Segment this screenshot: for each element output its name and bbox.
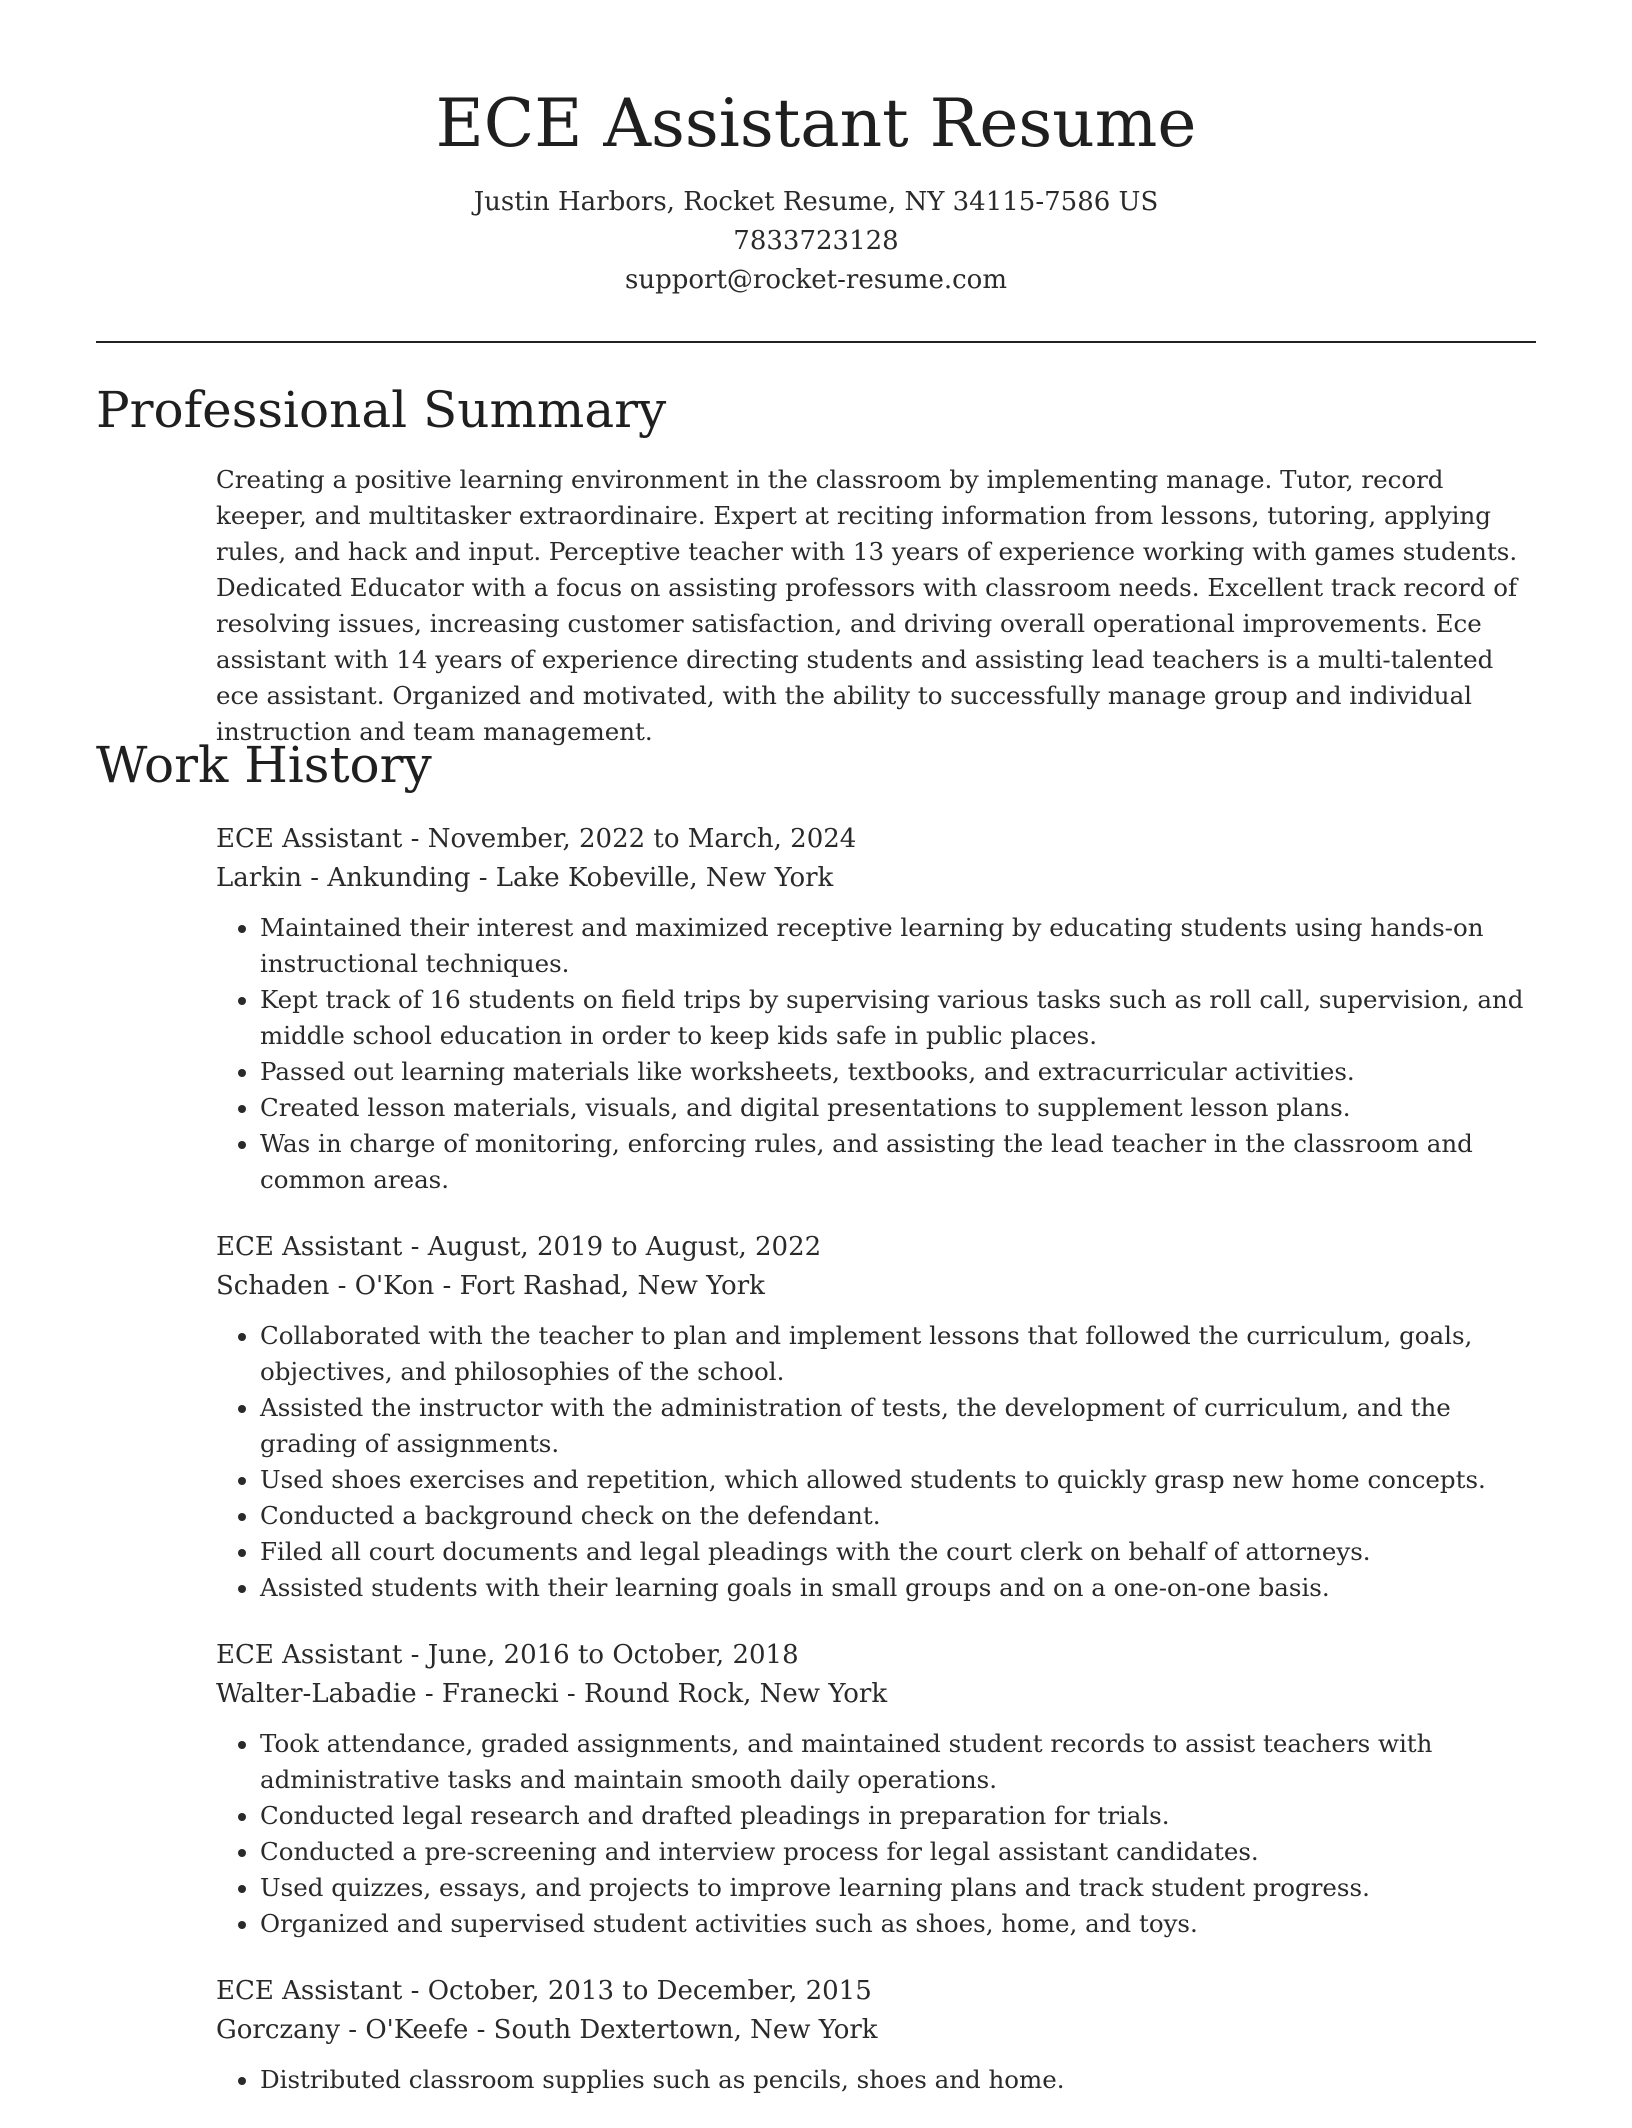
job-bullet: • Used quizzes, essays, and projects to improve learning plans and track student progress. — [260, 1870, 1536, 1906]
contact-address: Justin Harbors, Rocket Resume, NY 34115-7586 US — [473, 187, 1159, 218]
resume-header — [0, 0, 1632, 300]
job-bullet: • Organized and supervised student activities such as shoes, home, and toys. — [260, 1906, 1536, 1942]
job-location: Round Rock, New York — [583, 1679, 888, 1709]
job-dates: August, 2019 to August, 2022 — [427, 1232, 822, 1262]
job-title-line: ECE Assistant - October, 2013 to December, 2015 — [216, 1976, 872, 2006]
job-dates: June, 2016 to October, 2018 — [427, 1640, 799, 1670]
job-company-line: Gorczany - O'Keefe - South Dextertown, New York — [216, 2015, 878, 2045]
job-bullets — [216, 1726, 1536, 1942]
job-company-line: Larkin - Ankunding - Lake Kobeville, New York — [216, 863, 834, 893]
contact-block — [0, 183, 1632, 300]
job-bullet: • Conducted a background check on the defendant. — [260, 1498, 1536, 1534]
job-entry — [216, 1636, 1536, 1942]
job-company: Schaden - O'Kon — [216, 1271, 435, 1301]
job-company: Gorczany - O'Keefe — [216, 2015, 469, 2045]
header-divider — [96, 341, 1536, 343]
work-history-list — [216, 820, 1536, 2128]
job-company-line: Schaden - O'Kon - Fort Rashad, New York — [216, 1271, 765, 1301]
job-bullet: • Assisted the instructor with the administration of tests, the development of curriculum, and the grading of assignments. — [260, 1390, 1536, 1462]
job-bullet: • Filed all court documents and legal pleadings with the court clerk on behalf of attorneys. — [260, 1534, 1536, 1570]
job-bullets — [216, 2062, 1536, 2098]
job-dates: November, 2022 to March, 2024 — [427, 824, 857, 854]
job-dates: October, 2013 to December, 2015 — [427, 1976, 872, 2006]
job-bullet: • Kept track of 16 students on field trips by supervising various tasks such as roll call, supervision, and middle school education in order to keep kids safe in public places. — [260, 982, 1536, 1054]
job-company: Walter-Labadie - Franecki — [216, 1679, 559, 1709]
summary-heading: Professional Summary — [96, 381, 667, 439]
job-bullet: • Passed out learning materials like worksheets, textbooks, and extracurricular activities. — [260, 1054, 1536, 1090]
contact-email: support@rocket-resume.com — [624, 265, 1007, 296]
job-company-line: Walter-Labadie - Franecki - Round Rock, New York — [216, 1679, 888, 1709]
job-entry — [216, 1972, 1536, 2098]
job-company: Larkin - Ankunding — [216, 863, 471, 893]
job-title: ECE Assistant — [216, 1976, 403, 2006]
job-title: ECE Assistant — [216, 1232, 403, 1262]
job-title: ECE Assistant — [216, 824, 403, 854]
job-bullets — [216, 910, 1536, 1198]
job-title-line: ECE Assistant - November, 2022 to March, 2024 — [216, 824, 857, 854]
job-title-line: ECE Assistant - August, 2019 to August, 2022 — [216, 1232, 822, 1262]
job-title: ECE Assistant — [216, 1640, 403, 1670]
job-bullet: • Created lesson materials, visuals, and digital presentations to supplement lesson plans. — [260, 1090, 1536, 1126]
job-bullet: • Took attendance, graded assignments, and maintained student records to assist teachers with administrative tasks and maintain smooth daily operations. — [260, 1726, 1536, 1798]
job-location: Lake Kobeville, New York — [495, 863, 834, 893]
job-bullet: • Maintained their interest and maximized receptive learning by educating students using hands-on instructional techniques. — [260, 910, 1536, 982]
job-bullet: • Collaborated with the teacher to plan and implement lessons that followed the curriculum, goals, objectives, and philosophies of the school. — [260, 1318, 1536, 1390]
job-bullets — [216, 1318, 1536, 1606]
job-location: South Dextertown, New York — [493, 2015, 878, 2045]
job-location: Fort Rashad, New York — [459, 1271, 765, 1301]
job-bullet: • Conducted a pre-screening and interview process for legal assistant candidates. — [260, 1834, 1536, 1870]
job-bullet: • Distributed classroom supplies such as pencils, shoes and home. — [260, 2062, 1536, 2098]
job-bullet: • Assisted students with their learning goals in small groups and on a one-on-one basis. — [260, 1570, 1536, 1606]
work-history-heading: Work History — [96, 736, 432, 794]
job-entry — [216, 1228, 1536, 1606]
job-bullet: • Used shoes exercises and repetition, which allowed students to quickly grasp new home concepts. — [260, 1462, 1536, 1498]
contact-phone: 7833723128 — [733, 226, 899, 257]
summary-text: Creating a positive learning environment in the classroom by implementing manage. Tutor, record keeper, and multitasker extraordinaire. Expert at reciting information from lessons, tutoring, applying rules, and hack and input. Perceptive teacher with 13 years of experience working with games students. Dedicated Educator with a focus on assisting professors with classroom needs. Excellent track record of resolving issues, increasing customer satisfaction, and driving overall operational improvements. Ece assistant with 14 years of experience directing students and assisting lead teachers is a multi-talented ece assistant. Organized and motivated, with the ability to successfully manage group and individual instruction and team management. — [216, 465, 1518, 746]
job-title-line: ECE Assistant - June, 2016 to October, 2018 — [216, 1640, 799, 1670]
resume-title: ECE Assistant Resume — [435, 85, 1197, 162]
job-bullet: • Conducted legal research and drafted pleadings in preparation for trials. — [260, 1798, 1536, 1834]
job-entry — [216, 820, 1536, 1198]
job-bullet: • Was in charge of monitoring, enforcing rules, and assisting the lead teacher in the classroom and common areas. — [260, 1126, 1536, 1198]
